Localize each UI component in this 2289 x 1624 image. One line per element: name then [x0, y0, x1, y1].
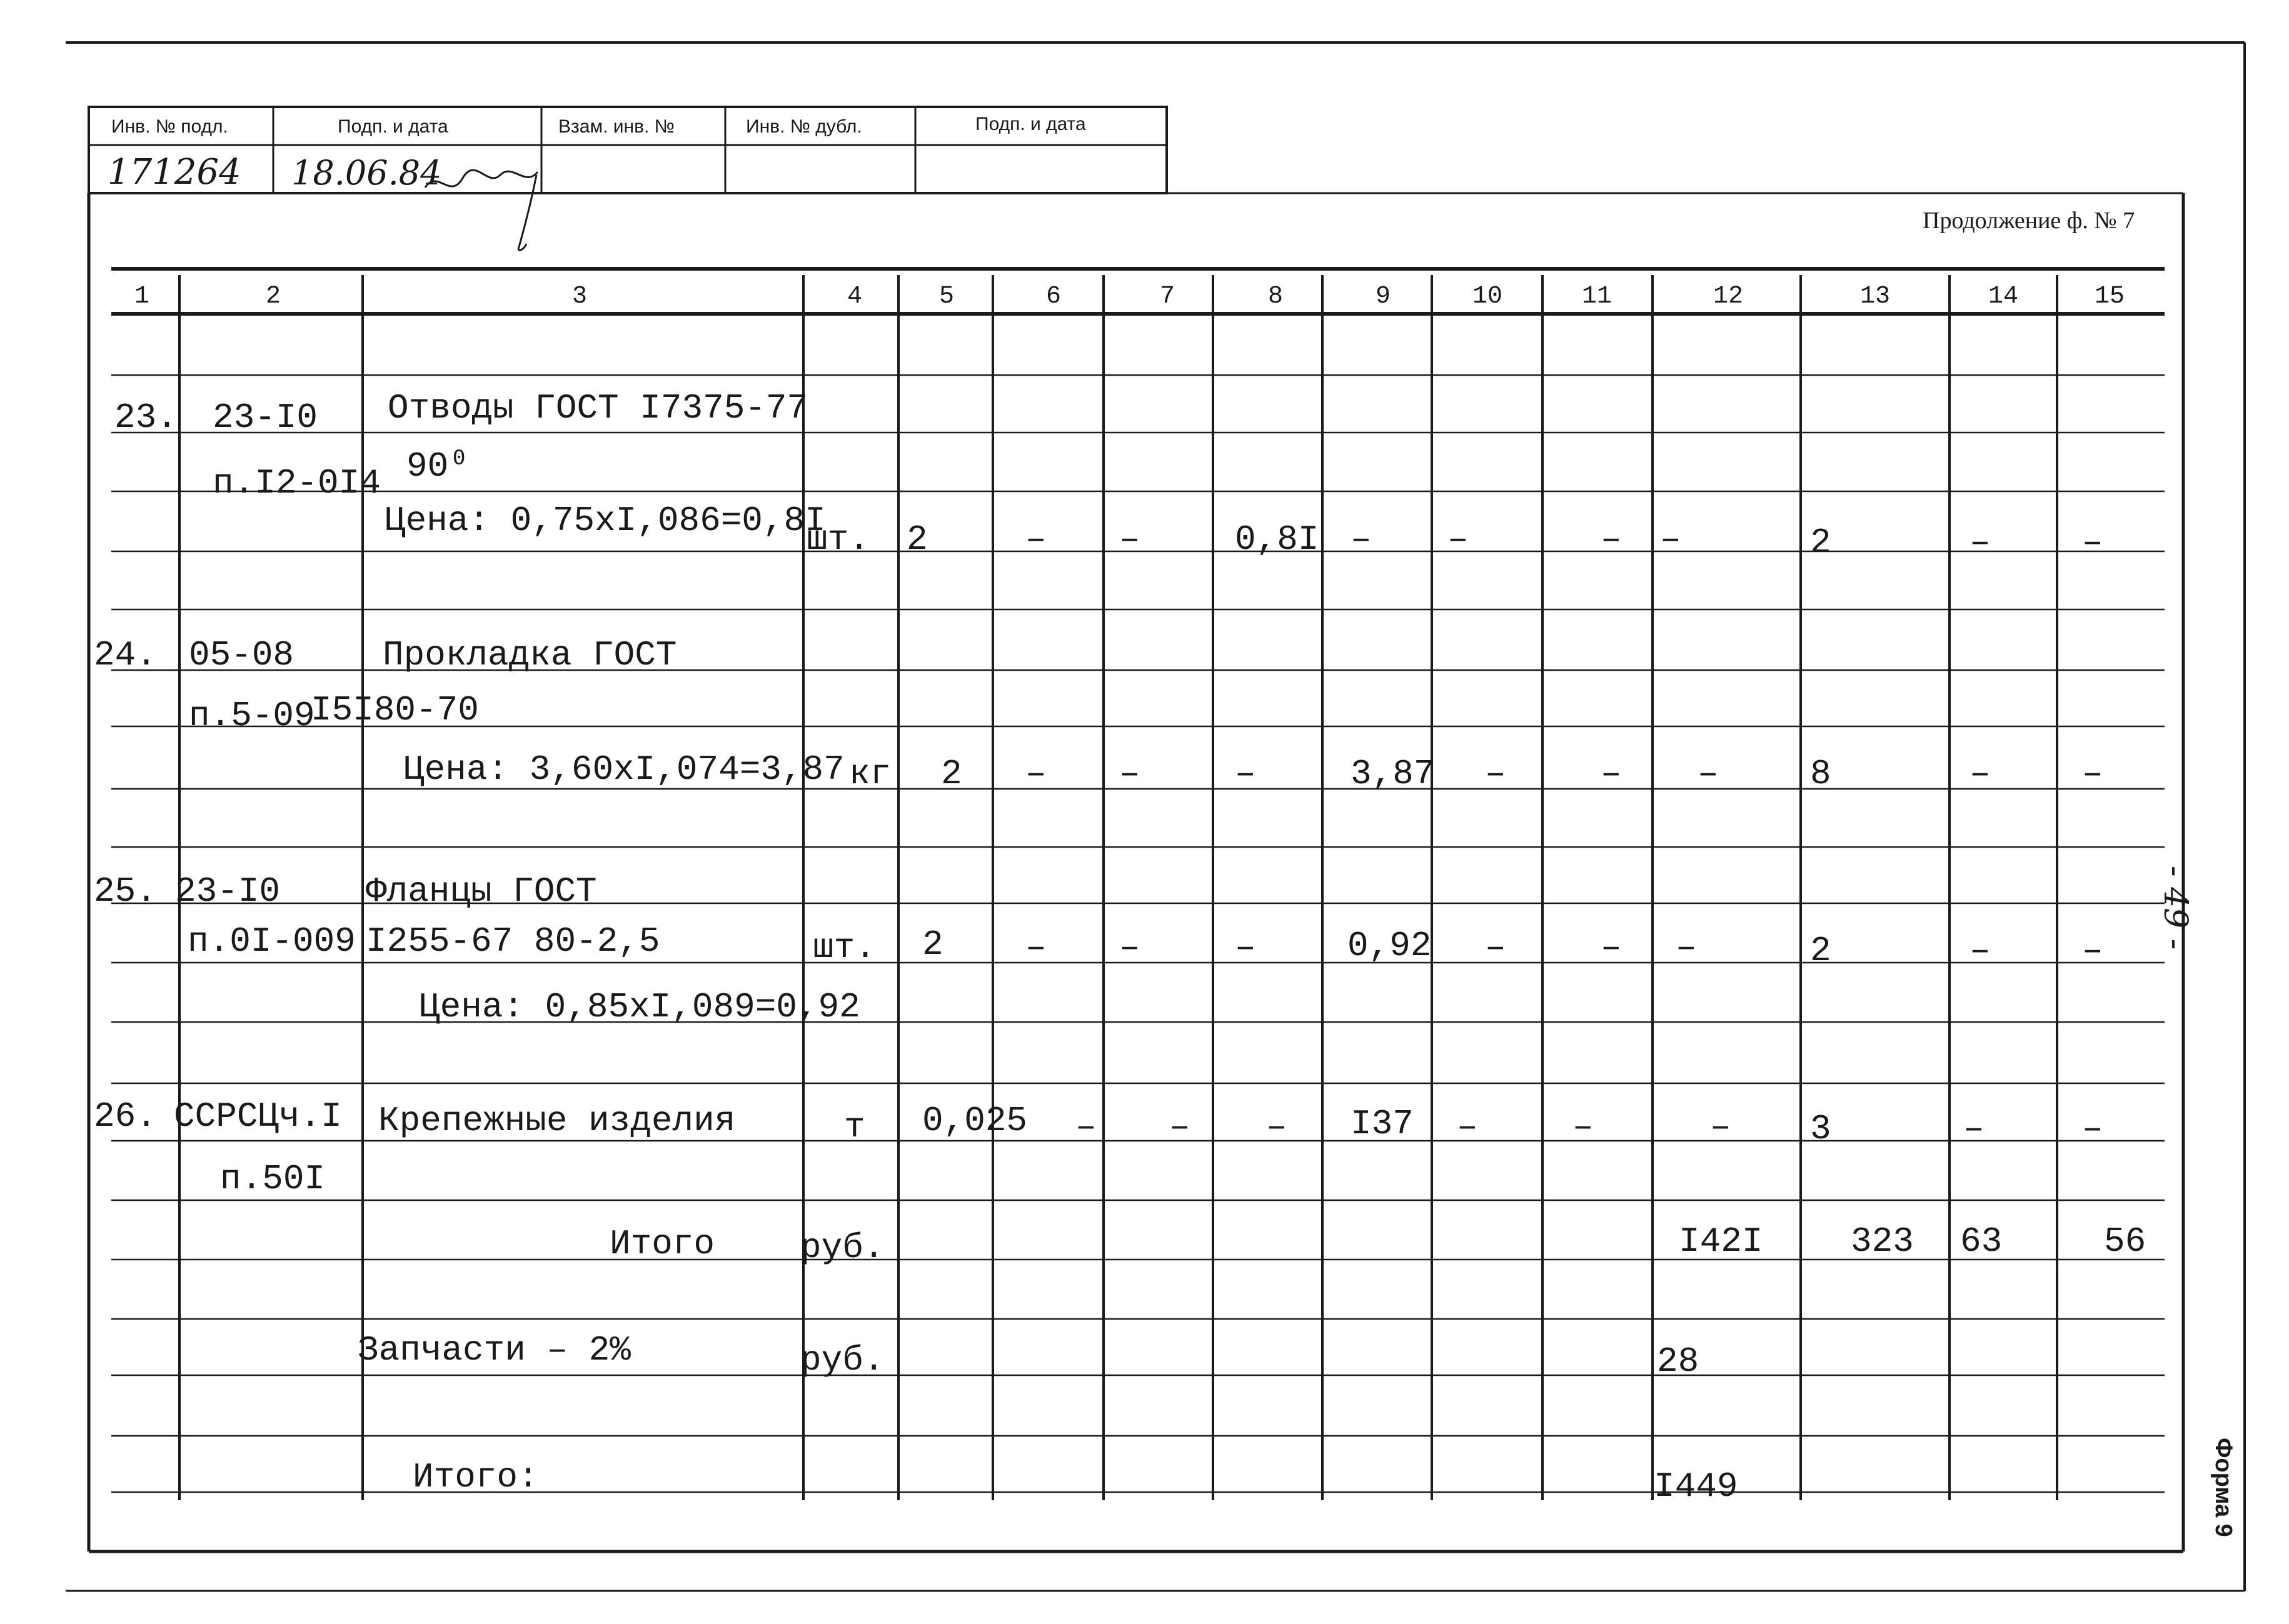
item-ref: п.0I-009 [188, 921, 356, 961]
col-num-4: 4 [847, 283, 863, 311]
item-col5: 2 [907, 519, 928, 559]
spare-parts-label: Запчасти – 2% [358, 1330, 631, 1370]
item-col13: 2 [1810, 931, 1831, 971]
itogo-label: Итого [610, 1224, 715, 1264]
item-name: Прокладка ГОСТ [383, 635, 677, 675]
item-col6: – [1075, 1107, 1097, 1147]
item-col10: – [1485, 928, 1506, 968]
item-col10: – [1447, 519, 1469, 559]
item-col11: – [1601, 519, 1622, 559]
item-col5: 2 [941, 754, 962, 794]
grand-total-label: Итого: [413, 1457, 539, 1497]
item-col12: – [1698, 754, 1719, 794]
item-col9: – [1351, 519, 1372, 559]
item-number: 26. [94, 1096, 157, 1136]
item-col14: – [1970, 754, 1991, 794]
stamp-header-vzam-inv: Взам. инв. № [558, 116, 675, 137]
item-col7: – [1169, 1107, 1190, 1147]
item-unit: т [844, 1107, 865, 1147]
spare-parts-unit: руб. [800, 1340, 885, 1380]
item-col8: 0,8I [1235, 519, 1319, 559]
col-num-2: 2 [266, 283, 281, 311]
item-code: 23-I0 [175, 871, 281, 911]
stamp-inv-number: 171264 [108, 152, 241, 193]
item-price: Цена: 0,85xI,089=0,92 [419, 987, 860, 1027]
item-code: 05-08 [189, 635, 294, 675]
col-num-14: 14 [1988, 283, 2019, 311]
item-col11: – [1601, 928, 1622, 968]
col-num-10: 10 [1472, 283, 1503, 311]
item-col7: – [1119, 754, 1140, 794]
col-num-7: 7 [1160, 283, 1175, 311]
item-col6: – [1025, 928, 1047, 968]
col-num-12: 12 [1713, 283, 1744, 311]
item-number: 23. [114, 398, 178, 438]
item-ref: п.50I [220, 1159, 326, 1199]
grand-total-col12: I449 [1654, 1466, 1738, 1506]
item-col10: – [1485, 754, 1506, 794]
item-number: 25. [94, 871, 157, 911]
item-unit: шт. [813, 928, 876, 968]
item-col7: – [1119, 928, 1140, 968]
item-price: Цена: 3,60xI,074=3,87 [403, 749, 845, 789]
item-col6: – [1025, 754, 1047, 794]
item-col9: 0,92 [1347, 926, 1432, 966]
item-col15: – [2082, 931, 2103, 971]
stamp-header-inv-podl: Инв. № подл. [111, 116, 228, 137]
page-number-marker: - 49 - [2156, 866, 2194, 950]
item-name: Отводы ГОСТ I7375-77 [388, 388, 808, 428]
col-num-15: 15 [2095, 283, 2125, 311]
itogo-col12: I42I [1679, 1221, 1763, 1261]
item-col15: – [2082, 1109, 2103, 1149]
stamp-header-podp-data-2: Подп. и дата [975, 114, 1086, 134]
item-col15: – [2082, 754, 2103, 794]
item-col13: 8 [1810, 754, 1831, 794]
stamp-header-podp-data: Подп. и дата [338, 116, 448, 137]
stamp-signature-date: 18.06.84 [291, 153, 442, 193]
item-col14: – [1963, 1109, 1985, 1149]
item-col13: 3 [1810, 1109, 1831, 1149]
form-label: Форма 9 [2210, 1438, 2236, 1537]
item-unit: шт. [807, 519, 870, 559]
item-number: 24. [94, 635, 157, 675]
item-col8: – [1235, 928, 1256, 968]
stamp-header-inv-dubl: Инв. № дубл. [746, 116, 862, 137]
col-num-1: 1 [134, 283, 150, 311]
itogo-col13: 323 [1851, 1221, 1914, 1261]
col-num-3: 3 [572, 283, 588, 311]
item-col9: I37 [1351, 1104, 1414, 1144]
itogo-unit: руб. [800, 1228, 885, 1268]
item-col14: – [1970, 931, 1991, 971]
item-col12: – [1660, 519, 1681, 559]
item-col8: – [1266, 1107, 1287, 1147]
col-num-5: 5 [939, 283, 955, 311]
item-col11: – [1572, 1107, 1594, 1147]
item-col11: – [1601, 754, 1622, 794]
item-col14: – [1970, 523, 1991, 563]
itogo-col14: 63 [1960, 1221, 2003, 1261]
item-col5: 0,025 [922, 1101, 1028, 1141]
spare-parts-col12: 28 [1657, 1341, 1699, 1381]
item-unit: кг [849, 754, 892, 794]
item-name: Фланцы ГОСТ [366, 871, 597, 911]
item-col10: – [1457, 1107, 1478, 1147]
item-ref: п.I2-0I4 [213, 463, 381, 503]
item-col5: 2 [922, 925, 943, 965]
col-num-13: 13 [1860, 283, 1891, 311]
item-col8: – [1235, 754, 1256, 794]
item-ref: п.5-09 [189, 696, 315, 736]
item-name-2: 90⁰ [406, 446, 470, 486]
itogo-col15: 56 [2104, 1221, 2146, 1261]
col-num-9: 9 [1376, 283, 1391, 311]
item-col9: 3,87 [1351, 754, 1435, 794]
item-name: Крепежные изделия [378, 1101, 736, 1141]
item-col15: – [2082, 523, 2103, 563]
col-num-8: 8 [1268, 283, 1284, 311]
item-code: 23-I0 [213, 398, 318, 438]
item-name-2: I255-67 80-2,5 [366, 921, 660, 961]
item-price: Цена: 0,75xI,086=0,8I [385, 501, 826, 541]
item-col12: – [1676, 928, 1697, 968]
item-col13: 2 [1810, 523, 1831, 563]
item-col7: – [1119, 519, 1140, 559]
item-col12: – [1710, 1107, 1731, 1147]
col-num-11: 11 [1582, 283, 1612, 311]
item-col6: – [1025, 519, 1047, 559]
item-name-2: I5I80-70 [311, 690, 479, 730]
form-continuation-label: Продолжение ф. № 7 [1923, 208, 2135, 234]
col-num-6: 6 [1046, 283, 1062, 311]
item-code: ССРСЦч.I [174, 1096, 342, 1136]
